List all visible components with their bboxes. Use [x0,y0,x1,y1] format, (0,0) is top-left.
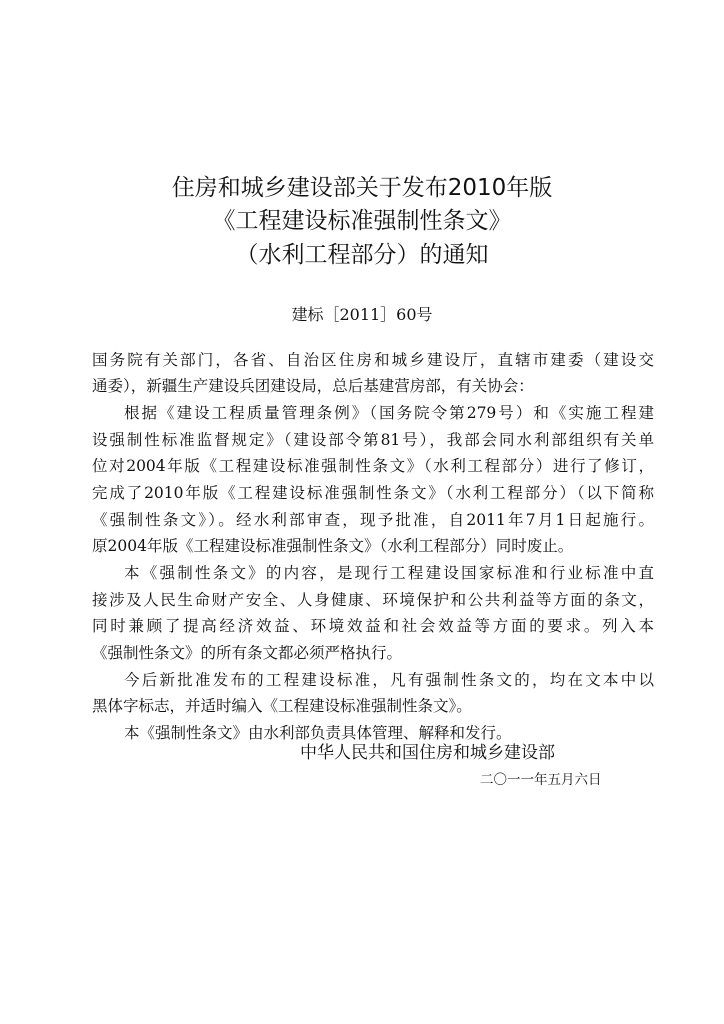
body-line: 黑体字标志，并适时编入《工程建设标准强制性条文》。 [92,697,472,715]
title-line-2: 《工程建设标准强制性条文》 [212,208,512,234]
body-line: 《强制性条文》的所有条文都必须严格执行。 [92,644,403,662]
title-line-1: 住房和城乡建设部关于发布2010年版 [171,175,553,201]
title-line-3: （水利工程部分）的通知 [235,242,489,268]
body-line: 本《强制性条文》的内容，是现行工程建设国家标准和行业标准中直 [124,564,654,582]
body-line: 接涉及人民生命财产安全、人身健康、环境保护和公共利益等方面的条文， [92,591,654,609]
document-number: 建标［2011］60号 [291,305,433,324]
issue-date: 二〇一一年五月六日 [480,772,602,788]
body-line: 同时兼顾了提高经济效益、环境效益和社会效益等方面的要求。列入本 [92,617,654,635]
body-line: 通委），新疆生产建设兵团建设局，总后基建营房部，有关协会： [92,377,534,395]
body-line: 国务院有关部门，各省、自治区住房和城乡建设厅，直辖市建委（建设交 [92,351,654,369]
body-line: 原2004年版《工程建设标准强制性条文》（水利工程部分）同时废止。 [92,537,574,555]
body-line: 本《强制性条文》由水利部负责具体管理、解释和发行。 [124,724,512,742]
body-line: 《强制性条文》）。经水利部审查，现予批准，自2011年7月1日起施行。 [92,511,654,529]
body-line: 完成了2010年版《工程建设标准强制性条文》（水利工程部分）（以下简称 [92,484,654,502]
body-line: 设强制性标准监督规定》（建设部令第81号），我部会同水利部组织有关单 [92,431,654,449]
issuer-name: 中华人民共和国住房和城乡建设部 [300,743,555,763]
body-line: 根据《建设工程质量管理条例》（国务院令第279号）和《实施工程建 [124,404,654,422]
body-line: 今后新批准发布的工程建设标准，凡有强制性条文的，均在文本中以 [124,671,654,689]
body-line: 位对2004年版《工程建设标准强制性条文》（水利工程部分）进行了修订， [92,457,654,475]
